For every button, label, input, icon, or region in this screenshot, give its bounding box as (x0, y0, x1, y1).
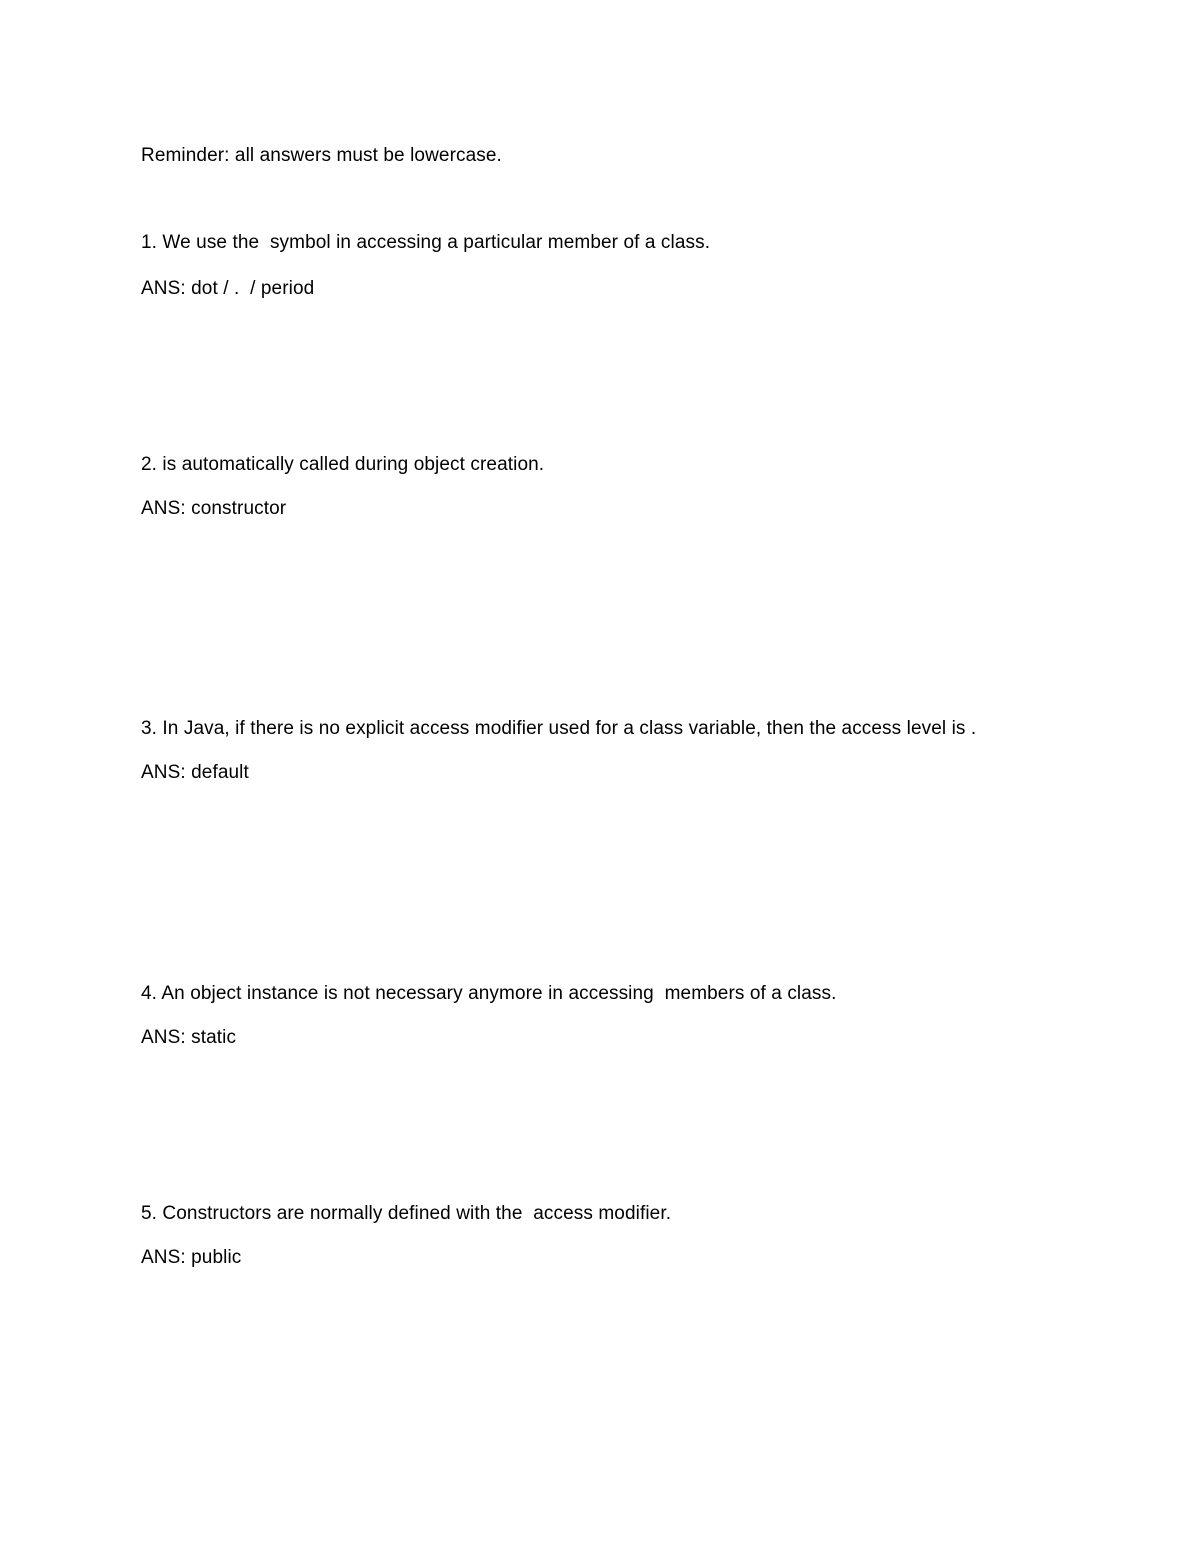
reminder-text: Reminder: all answers must be lowercase. (141, 145, 502, 166)
question-1: 1. We use the symbol in accessing a particular member of a class. (141, 232, 711, 253)
answer-4: ANS: static (141, 1027, 237, 1048)
question-4: 4. An object instance is not necessary anymore in accessing members of a class. (141, 983, 837, 1004)
answer-1: ANS: dot / . / period (141, 278, 315, 299)
answer-5: ANS: public (141, 1247, 242, 1268)
answer-2: ANS: constructor (141, 498, 287, 519)
question-2: 2. is automatically called during object creation. (141, 454, 545, 475)
question-3: 3. In Java, if there is no explicit access modifier used for a class variable, then the access level is . (141, 718, 977, 739)
answer-3: ANS: default (141, 762, 249, 783)
question-5: 5. Constructors are normally defined with the access modifier. (141, 1203, 672, 1224)
